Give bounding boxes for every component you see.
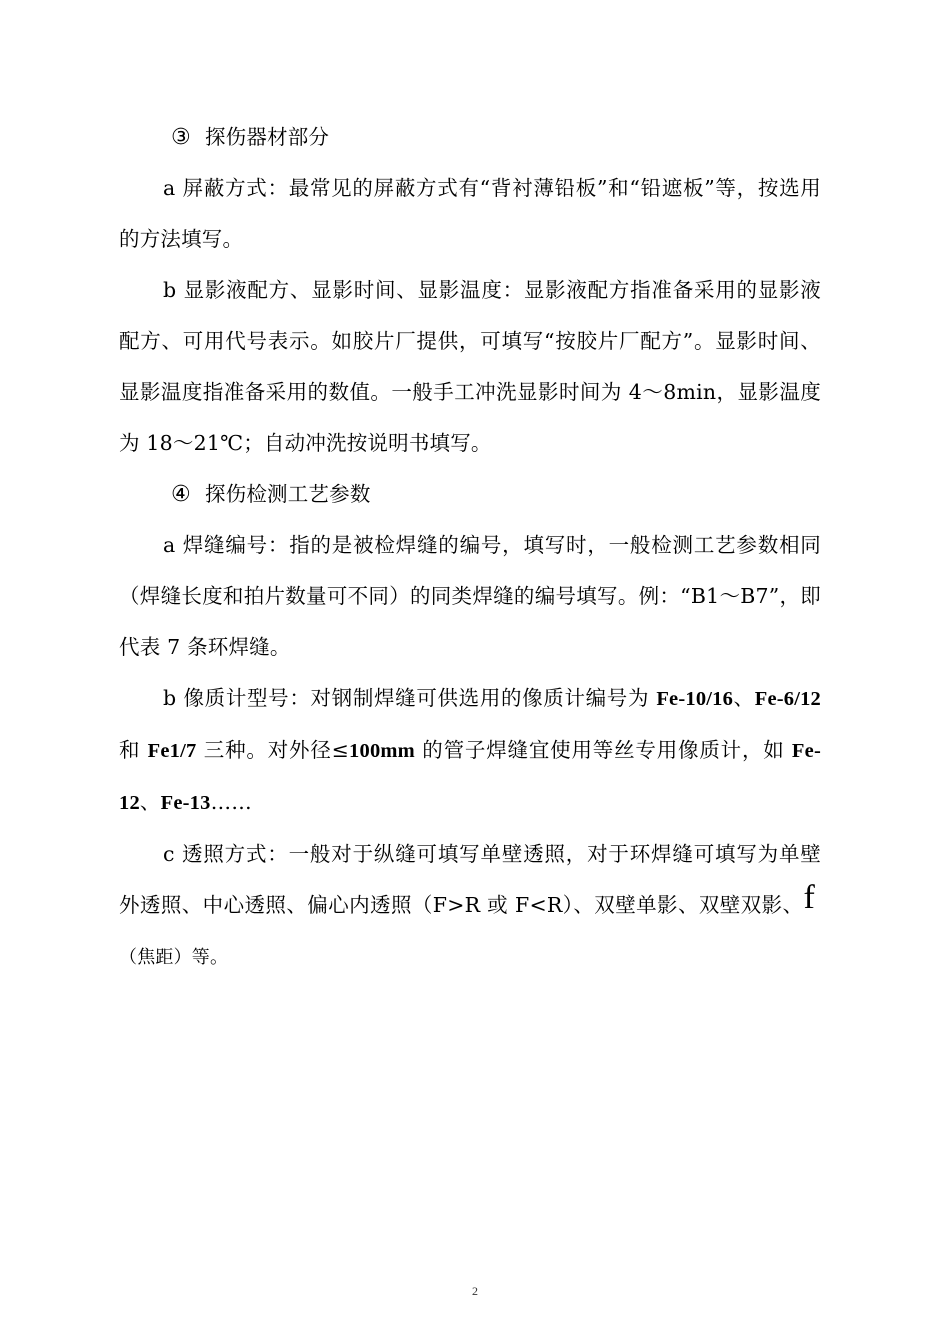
paragraph-iqi-type (119, 673, 821, 829)
section-heading-4 (119, 469, 821, 520)
iqi-text-6: 、 (139, 790, 161, 814)
iqi-model-5: Fe-13 (160, 792, 211, 814)
page-content (119, 112, 821, 983)
exposure-text: c 透照方式：一般对于纵缝可填写单壁透照，对于环焊缝可填写为单壁外透照、中心透照、偏心内透照（F>R 或 F<R）、双壁单影、双壁双影、 (119, 842, 821, 917)
paragraph-weld-number: a 焊缝编号：指的是被检焊缝的编号，填写时，一般检测工艺参数相同（焊缝长度和拍片数量可不同）的同类焊缝的编号填写。例：“B1～B7”，即代表 7 条环焊缝。 (119, 533, 821, 659)
iqi-model-4: Fe-12 (119, 740, 821, 814)
section-heading-3 (119, 112, 821, 163)
focal-symbol: f (803, 879, 815, 916)
iqi-text-4: 三种。对外径≤ (196, 738, 350, 762)
iqi-text-5: 的管子焊缝宜使用等丝专用像质计，如 (414, 738, 792, 762)
paragraph-exposure-method (119, 829, 821, 983)
section-number-4: ④ (171, 482, 191, 507)
iqi-text-7: …… (210, 790, 252, 814)
iqi-text-3: 和 (119, 738, 148, 762)
section-number-3: ③ (171, 125, 191, 150)
iqi-text-2: 、 (733, 686, 755, 710)
iqi-text-1: b 像质计型号：对钢制焊缝可供选用的像质计编号为 (163, 686, 657, 710)
paragraph-developer: b 显影液配方、显影时间、显影温度：显影液配方指准备采用的显影液配方、可用代号表示。如胶片厂提供，可填写“按胶片厂配方”。显影时间、显影温度指准备采用的数值。一般手工冲洗显影时间为 4～8min，显影温度为 18～21℃；自动冲洗按说明书填写。 (119, 278, 821, 455)
iqi-model-3: Fe1/7 (147, 740, 197, 762)
focal-note: （焦距）等。 (119, 947, 229, 968)
iqi-diameter: 100mm (349, 740, 415, 762)
section-title-4: 探伤检测工艺参数 (204, 482, 371, 506)
section-title-3: 探伤器材部分 (204, 125, 330, 149)
paragraph-shielding-method: a 屏蔽方式：最常见的屏蔽方式有“背衬薄铅板”和“铅遮板”等，按选用的方法填写。 (119, 176, 821, 251)
iqi-model-1: Fe-10/16 (656, 688, 734, 710)
iqi-model-2: Fe-6/12 (754, 688, 822, 710)
page-number: 2 (472, 1284, 478, 1298)
